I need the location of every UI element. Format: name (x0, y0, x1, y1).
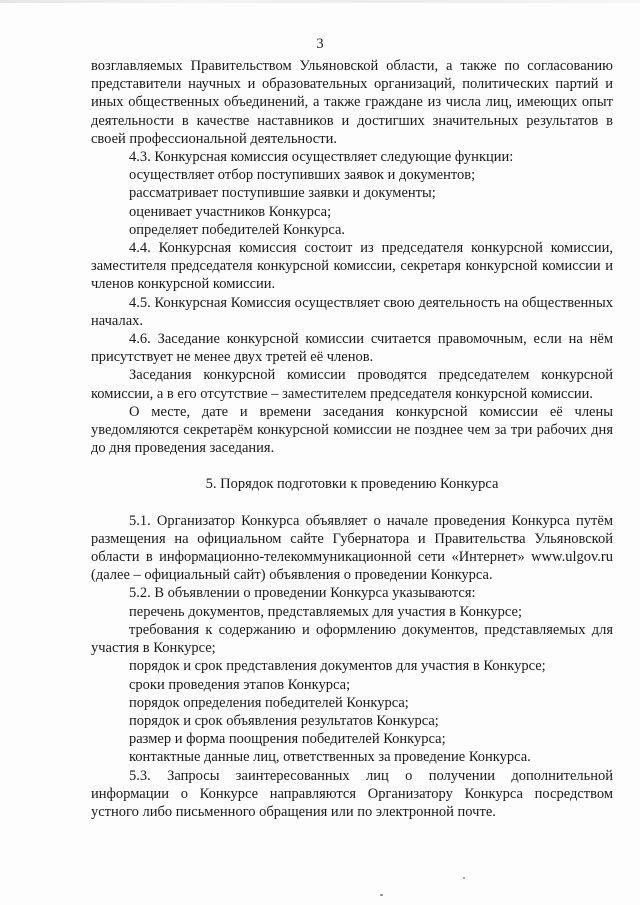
function-item: рассматривает поступившие заявки и документы; (129, 185, 436, 202)
paragraph-4-6: 4.6. Заседание конкурсной комиссии считается правомочным, если на нём присутствует не менее двух третей её членов. (91, 331, 613, 366)
announcement-item: порядок определения победителей Конкурса; (129, 694, 409, 711)
paragraph-4-4: 4.4. Конкурсная комиссия состоит из председателя конкурсной комиссии, заместителя председателя конкурсной комиссии, секретаря конкурсной комиссии и членов конкурсной комиссии. (91, 240, 613, 293)
announcement-item: сроки проведения этапов Конкурса; (129, 676, 351, 693)
announcement-item: размер и форма поощрения победителей Конкурса; (129, 731, 446, 748)
announcement-item: перечень документов, представляемых для участия в Конкурсе; (129, 603, 523, 620)
paragraph-4-5: 4.5. Конкурсная Комиссия осуществляет свою деятельность на общественных началах. (91, 294, 613, 329)
announcement-item: контактные данные лиц, ответственных за проведение Конкурса. (129, 749, 531, 766)
document-body (91, 57, 613, 821)
announcement-item: порядок и срок объявления результатов Конкурса; (129, 712, 439, 729)
section-heading: 5. Порядок подготовки к проведению Конкурса (205, 476, 499, 493)
paragraph-5-2: 5.2. В объявлении о проведении Конкурса указываются: (129, 585, 476, 602)
paragraph-4-3: 4.3. Конкурсная комиссия осуществляет следующие функции: (129, 149, 514, 166)
paragraph-5-1: 5.1. Организатор Конкурса объявляет о начале проведения Конкурса путём размещения на официальном сайте Губернатора и Правительства Ульяновской области в информационно-телекоммуникационной сети «Интернет» www.ulgov.ru (далее – официальный сайт) объявления о проведении Конкурса. (91, 512, 613, 584)
announcement-item: порядок и срок представления документов для участия в Конкурсе; (129, 658, 546, 675)
scan-speck (380, 894, 383, 896)
announcement-item: требования к содержанию и оформлению документов, представляемых для участия в Конкурсе; (91, 621, 613, 657)
function-item: оценивает участников Конкурса; (129, 203, 332, 220)
paragraph-meetings: Заседания конкурсной комиссии проводятся председателем конкурсной комиссии, а в его отсутствие – заместителем председателя конкурсной комиссии. (91, 367, 613, 402)
page-number: 3 (316, 36, 324, 52)
function-item: осуществляет отбор поступивших заявок и документов; (129, 167, 476, 184)
scan-edge (0, 0, 640, 3)
scan-speck (463, 877, 465, 879)
paragraph-notice: О месте, дате и времени заседания конкурсной комиссии её члены уведомляются секретарём конкурсной комиссии не позднее чем за три рабочих дня до дня проведения заседания. (91, 403, 613, 457)
paragraph-5-3: 5.3. Запросы заинтересованных лиц о получении дополнительной информации о Конкурсе направляются Организатору Конкурса посредством устного либо письменного обращения или по электронной почте. (91, 767, 613, 820)
function-item: определяет победителей Конкурса. (129, 221, 345, 238)
paragraph-continuation: возглавляемых Правительством Ульяновской области, а также по согласованию представители научных и образовательных организаций, политических партий и иных общественных объединений, а также граждане из числа лиц, имеющих опыт деятельности в качестве наставников и достигших значительных результатов в своей профессиональной деятельности. (91, 58, 613, 147)
